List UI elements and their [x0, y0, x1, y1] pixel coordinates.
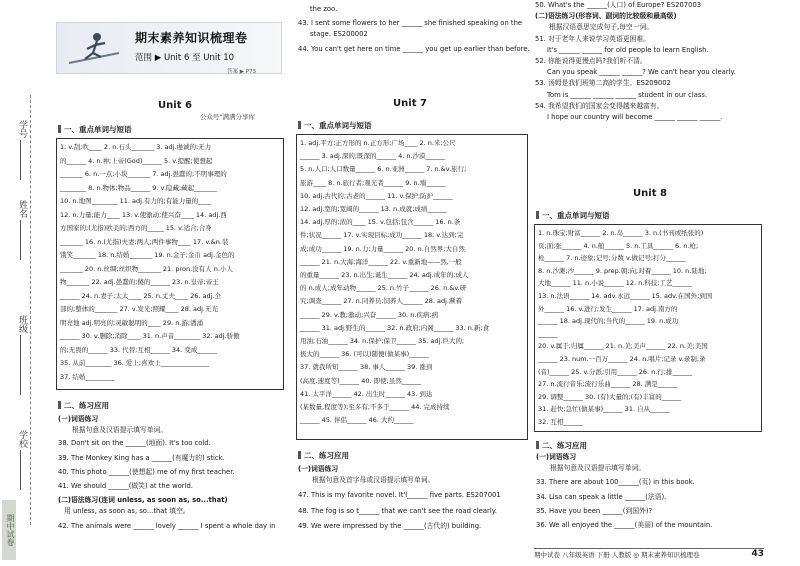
word-line: 12. n.力量;能力____ 13. v.使激动;使兴奋____ 14. adj.西: [60, 210, 227, 219]
instruction-text: 用 unless, as soon as, so...that 填空。: [64, 507, 190, 516]
word-line: 页;面;张______ 4. n.舶______ 5. n.工具______ 6. n.枪;: [538, 241, 699, 250]
name-label: 姓名: [17, 200, 27, 218]
exercise-item: It's ______ ______ for old people to learn English.: [547, 45, 709, 54]
exercise-item: 39. The Monkey King has a ______(有魔力的) stick.: [58, 453, 225, 462]
unit6-section1-heading: 一、重点单词与短语: [56, 124, 132, 135]
footer-text: 期中试卷 八年级英语 下册 人教版 ◎ 期末素养知识梳理卷: [534, 551, 700, 559]
page-number: 43: [751, 549, 764, 559]
instruction-text: 根据句意及首字母或汉语提示填写单词。: [312, 476, 435, 485]
publisher-logo: 期中试卷: [2, 500, 16, 560]
school-label: 学校: [17, 430, 27, 448]
word-line: _______ 16. n.(尤指)夫妻;两人;两件事物____ 17. v.&n.装: [60, 237, 229, 246]
word-line: 饿笑_______ 18. n.结婚_______ 19. n.金子;金币 adj.金色的: [60, 251, 235, 259]
exercise-item: 52. 你能说得更慢点吗?我们听不清。: [535, 57, 647, 66]
word-line: 14. adj.厚的;浓的____ 15. v.包括;包含______ 16. n.条: [300, 218, 461, 227]
word-line: 的;无畏的______ 33. 代替;互相______ 34. 变成______: [60, 345, 217, 354]
subsection-heading: (二)语法练习(形容词、副词的比较级和最高级): [535, 12, 677, 21]
exercise-item: 51. 对于老年人来说学习英语更困难。: [535, 34, 650, 43]
word-line: ______ 21. n.大海;海洋______ 22. v.重新地——然,一般: [300, 257, 462, 266]
word-line: 1. adj.平方;正方形的 n.正方形;广场____ 2. n.米;公尺: [300, 139, 456, 147]
unit7-word-box: [296, 134, 528, 440]
word-line: 的 n.成人;成年动物______ 25. n.竹子______ 26. n.&v.研: [300, 284, 467, 293]
word-line: ______ 30. v.删除;消除____ 31. n.声音________ 32. adj.骄傲: [60, 332, 240, 340]
word-line: (高度,速度等)______ 40. 即使;虽然______: [300, 376, 422, 385]
answer-line: [20, 335, 21, 395]
answer-line: [20, 450, 21, 490]
word-line: 31. 赶快;急忙(做某事)______ 31. 自从______: [538, 405, 670, 414]
word-line: ______ 31. adj.野生的______ 32. n.政府;内阁______ 33. n.新;食: [300, 323, 490, 332]
exercise-item: Tom is ______ ______ ______ student in our class.: [547, 90, 708, 99]
word-line: 1. n.珠宝;财富______ 2. n.岛______ 3. n.(书刊或纸张的): [538, 229, 704, 237]
word-line: 27. n.流行音乐;流行乐曲______ 28. 满是______: [538, 380, 678, 389]
unit7-title: Unit 7: [393, 98, 427, 109]
word-line: 件;状况______ 17. v.实现目标;成功______ 18. v.达到;完: [300, 231, 464, 240]
answer-line: [20, 220, 21, 260]
banner-range: 范围 ▶ Unit 6 至 Unit 10: [135, 53, 235, 63]
word-line: 10. n.地图________ 11. adj.有力的;有能力量的____: [60, 197, 212, 205]
word-line: 成;成功______ 19. n.力;力量______ 20. n.自然界;大自然: [300, 244, 465, 253]
unit6-exercises: [58, 414, 286, 532]
word-line: 35. 从前________ 36. 爱上;喜欢上_______________: [60, 359, 210, 367]
exercise-item: 54. 我希望我们的国家会变得越来越富有。: [535, 101, 664, 110]
exercise-item: 38. Don't sit on the ______(地面). It's too cold.: [58, 439, 211, 448]
word-line: ______ 29. v.教;激动;兴奋______ 30. n.疾病;病: [300, 310, 439, 319]
word-line: 29. 调整______ 30. (有)大量的;(有)丰富的______: [538, 392, 682, 401]
word-line: 枪______ 7. n.迹象;记号;分数 v.做记号;打分______: [538, 254, 686, 263]
watermark-text: 公众号"满满分享库: [200, 113, 255, 121]
class-label: 班级: [17, 315, 27, 333]
exercise-item: 36. We all enjoyed the ______(美丽) of the mountain.: [536, 521, 713, 530]
unit8-section1-heading: 一、重点单词与短语: [534, 210, 610, 221]
word-line: 1. v.刮;吹____ 2. n.石头_______ 3. adj.虔诚的;无力: [60, 143, 212, 151]
unit7-continued-exercises: [535, 0, 763, 123]
word-line: 的重量______ 23. n.出生;诞生______ 24. adj.成年的;成人: [300, 271, 469, 280]
title-banner: [56, 22, 282, 74]
word-line: 明亮地 adj.明亮的;灵敏聪明的____ 29. n.游;潘涌: [60, 318, 204, 327]
exercise-item: Can you speak ______ ______? We can't hear you clearly.: [547, 68, 736, 77]
banner-title: 期末素养知识梳理卷: [135, 31, 248, 45]
subsection-heading: (二)语法练习(连词 unless, as soon as, so...that): [58, 496, 228, 505]
word-line: 外______ 16. v.进行;发生______ 17. adj.南方的: [538, 304, 678, 313]
word-line: ______ 3. adj.深的;既深的______ 4. n.沙漠______: [300, 152, 446, 161]
cut-line: [30, 95, 31, 525]
word-line: 极大的______ 36. (可以)随便(做某事)______: [300, 350, 429, 359]
exercise-item: 41. We should ______(做笑) at the world.: [58, 482, 193, 491]
unit6-section2-heading: 二、练习应用: [56, 400, 109, 411]
word-line: ______ 45. 伴侣______ 46. 大约______: [300, 416, 414, 425]
exercise-item: 50. What's the ______(人口) of Europe? ES207003: [535, 1, 702, 9]
word-line: 用油;石油______ 34. n.保护;保卫______ 35. adj.巨大的;: [300, 337, 465, 346]
banner-answer-ref: 答案 ▶ P73: [227, 69, 257, 75]
word-line: 5. n.人口;人口数量______ 6. n.亚洲______ 7. n.&v.旅行;: [300, 165, 467, 174]
word-line: 12. adj.宽的;宽阔的______ 13. n.成就;成绩______: [300, 205, 447, 214]
unit8-exercises: [536, 452, 764, 531]
exercise-item: 35. Have you been ______(到国外)?: [536, 506, 653, 515]
word-line: ______ 24. n.妻子;太太____ 25. n.丈夫____ 26. adj.全: [60, 291, 221, 300]
unit6-title: Unit 6: [158, 100, 192, 111]
word-line: 20. v.属于;归属______ 21. n.美;美声______ 22. n.美;美国: [538, 342, 708, 351]
word-line: ______: [538, 329, 558, 338]
word-line: (某数量,程度等);至多有;不多于______ 44. 完成持续: [300, 403, 450, 412]
exercise-item: 42. The animals were ______ lovely ______ I spent a whole day in: [58, 521, 276, 530]
word-line: 大地______ 11. n.小说______ 12. n.科技;工艺______: [538, 279, 693, 288]
word-line: 41. 太平洋______ 42. 出生时______ 43. 到达: [300, 389, 433, 398]
word-line: 13. n.法语______ 14. adv.永远______ 15. adv.在国外;到国: [538, 291, 713, 300]
word-line: ______ 18. adj.现代的;当代的______ 19. n.成功: [538, 317, 679, 326]
word-line: (音)______ 25. v.分派;引用______ 26. n.行;排______: [538, 367, 692, 376]
student-number-label: 学号: [17, 120, 27, 138]
unit7-section2-heading: 二、练习应用: [296, 450, 349, 461]
exercise-item: 33. There are about 100______(页) in this book.: [536, 478, 695, 487]
word-line: _______ 20. n.丝绸;丝织物_______ 21. pron.没有人 n.小人: [60, 264, 233, 273]
word-line: 究;调查______ 27. n.同养员;饲养人______ 28. adj.濒着: [300, 297, 462, 306]
word-line: 32. 互相______: [538, 417, 583, 426]
word-line: ________ 8. n.物体;物品______ 9. v.隐藏;藏起_______: [60, 183, 217, 192]
exercise-item: 34. Lisa can speak a little ______(法语).: [536, 492, 667, 501]
exercise-item: 47. This is my favorite novel. It'l______ five parts. ES207001: [298, 491, 501, 500]
word-line: 10. adj.古代的;古老的______ 11. v.保护;防护______: [300, 191, 453, 200]
word-line: 37. 结婚_________: [60, 372, 115, 381]
word-line: 8. n.沙滩;沙______ 9. prep.朝;向;对着______ 10. n.陆地;: [538, 266, 707, 275]
exercise-item: 48. The fog is so t______ that we can't see the road clearly.: [298, 506, 497, 515]
word-line: ______ 23. num.一百万______ 24. n.唱片;记录 v.录制;录: [538, 354, 706, 363]
word-line: 37. 就我所知______ 38. 事人______ 39. 涨到: [300, 363, 433, 372]
unit7-top-exercises: [298, 4, 530, 55]
exercise-item: 43. I sent some flowers to her ______ she finished speaking on the: [298, 19, 523, 28]
unit7-exercises: [298, 464, 530, 532]
word-line: _______ 6. n.一点;小块_______ 7. adj.愚蠢的;不明事理的: [60, 170, 227, 178]
word-line: 部的;整体的_______ 27. v.发光;照耀____ 28. adj.无光: [60, 305, 218, 313]
exercise-item: 40. This photo ______(使想起) me of my first teacher.: [58, 467, 235, 476]
exercise-item: 49. We were impressed by the ______(古代的) building.: [298, 521, 482, 530]
unit8-word-box: [534, 224, 762, 432]
unit7-section1-heading: 一、重点单词与短语: [296, 120, 372, 131]
exercise-item: 44. You can't get here on time ______ you get up earlier than before.: [298, 44, 530, 53]
exercise-item: I hope our country will become ______ ______ ______.: [547, 113, 723, 122]
word-line: 旅游____ 8. n.旅行者;观光者______ 9. n.墙______: [300, 178, 446, 187]
page-footer: [534, 548, 764, 562]
unit8-title: Unit 8: [633, 188, 667, 199]
skier-icon: [67, 29, 121, 69]
word-line: 的______ 4. n.神;上帝(God)______ 5. v.提醒;使想起: [60, 156, 213, 165]
subsection-heading: (一)词语练习: [298, 465, 339, 473]
instruction-text: 根据句意及汉语提示填写单词。: [550, 464, 646, 473]
binding-margin: [0, 0, 50, 566]
instruction-text: 根据句意及汉语提示填写单词。: [72, 426, 168, 435]
subsection-heading: (一)词语练习: [536, 453, 577, 461]
subsection-heading: (一)词语练习: [58, 415, 99, 423]
unit8-section2-heading: 二、练习应用: [534, 440, 587, 451]
instruction-text: 根据汉语意思完成句子,每空一词。: [549, 23, 654, 32]
exercise-item: stage. ES200002: [310, 30, 368, 39]
word-line: 物_______ 22. adj.愚蠢的;傻的______ 23. n.皇帝;帝王: [60, 278, 219, 286]
answer-line: [20, 140, 21, 180]
unit6-word-box: [56, 138, 284, 390]
exercise-item: the zoo.: [310, 5, 338, 13]
word-line: 方国家的;(尤指)欧美的;西方的_____ 15. v.适合;合身: [60, 224, 212, 232]
exercise-item: 53. 汤姆是我们班第二高的学生。ES209002: [535, 79, 671, 88]
